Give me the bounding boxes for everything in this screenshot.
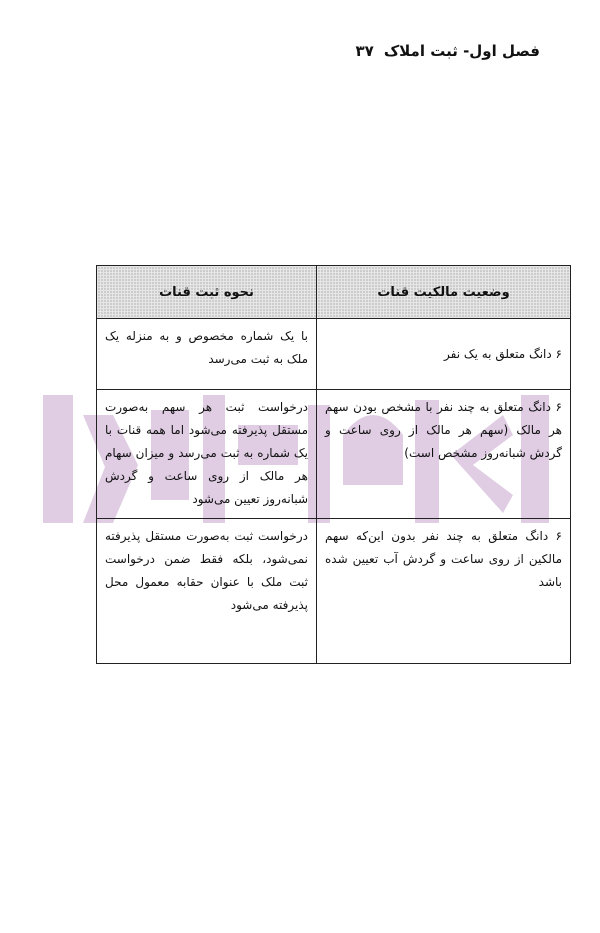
registration-method-cell: درخواست ثبت به‌صورت مستقل پذیرفته نمی‌شود، بلکه فقط ضمن درخواست ثبت ملک با عنوان حقابه معمول محل پذیرفته می‌شود (97, 519, 317, 664)
ownership-status-cell: ۶ دانگ متعلق به چند نفر بدون این‌که سهم مالکین از روی ساعت و گردش آب تعیین شده باشد (317, 519, 571, 664)
table-row (97, 519, 571, 664)
ownership-status-cell: ۶ دانگ متعلق به چند نفر با مشخص بودن سهم هر مالک (سهم هر مالک از روی ساعت و گردش شبانه‌روز مشخص است) (317, 390, 571, 519)
qanat-registration-table (96, 265, 571, 664)
page-number: ۳۷ (355, 42, 374, 60)
header-ownership-status: وضعیت مالکیت قنات (317, 266, 571, 319)
header-registration-method: نحوه ثبت قنات (97, 266, 317, 319)
ownership-status-cell: ۶ دانگ متعلق به یک نفر (317, 319, 571, 390)
registration-method-cell: درخواست ثبت هر سهم به‌صورت مستقل پذیرفته می‌شود اما همه قنات با یک شماره به ثبت می‌رسد و میزان سهام هر مالک از روی ساعت و گردش شبانه‌روز تعیین می‌شود (97, 390, 317, 519)
registration-method-cell: با یک شماره مخصوص و به منزله یک ملک به ثبت می‌رسد (97, 319, 317, 390)
page-header (60, 38, 540, 64)
table-header-row (97, 266, 571, 319)
chapter-title: فصل اول- ثبت املاک (383, 42, 540, 60)
table-row (97, 390, 571, 519)
table-row (97, 319, 571, 390)
